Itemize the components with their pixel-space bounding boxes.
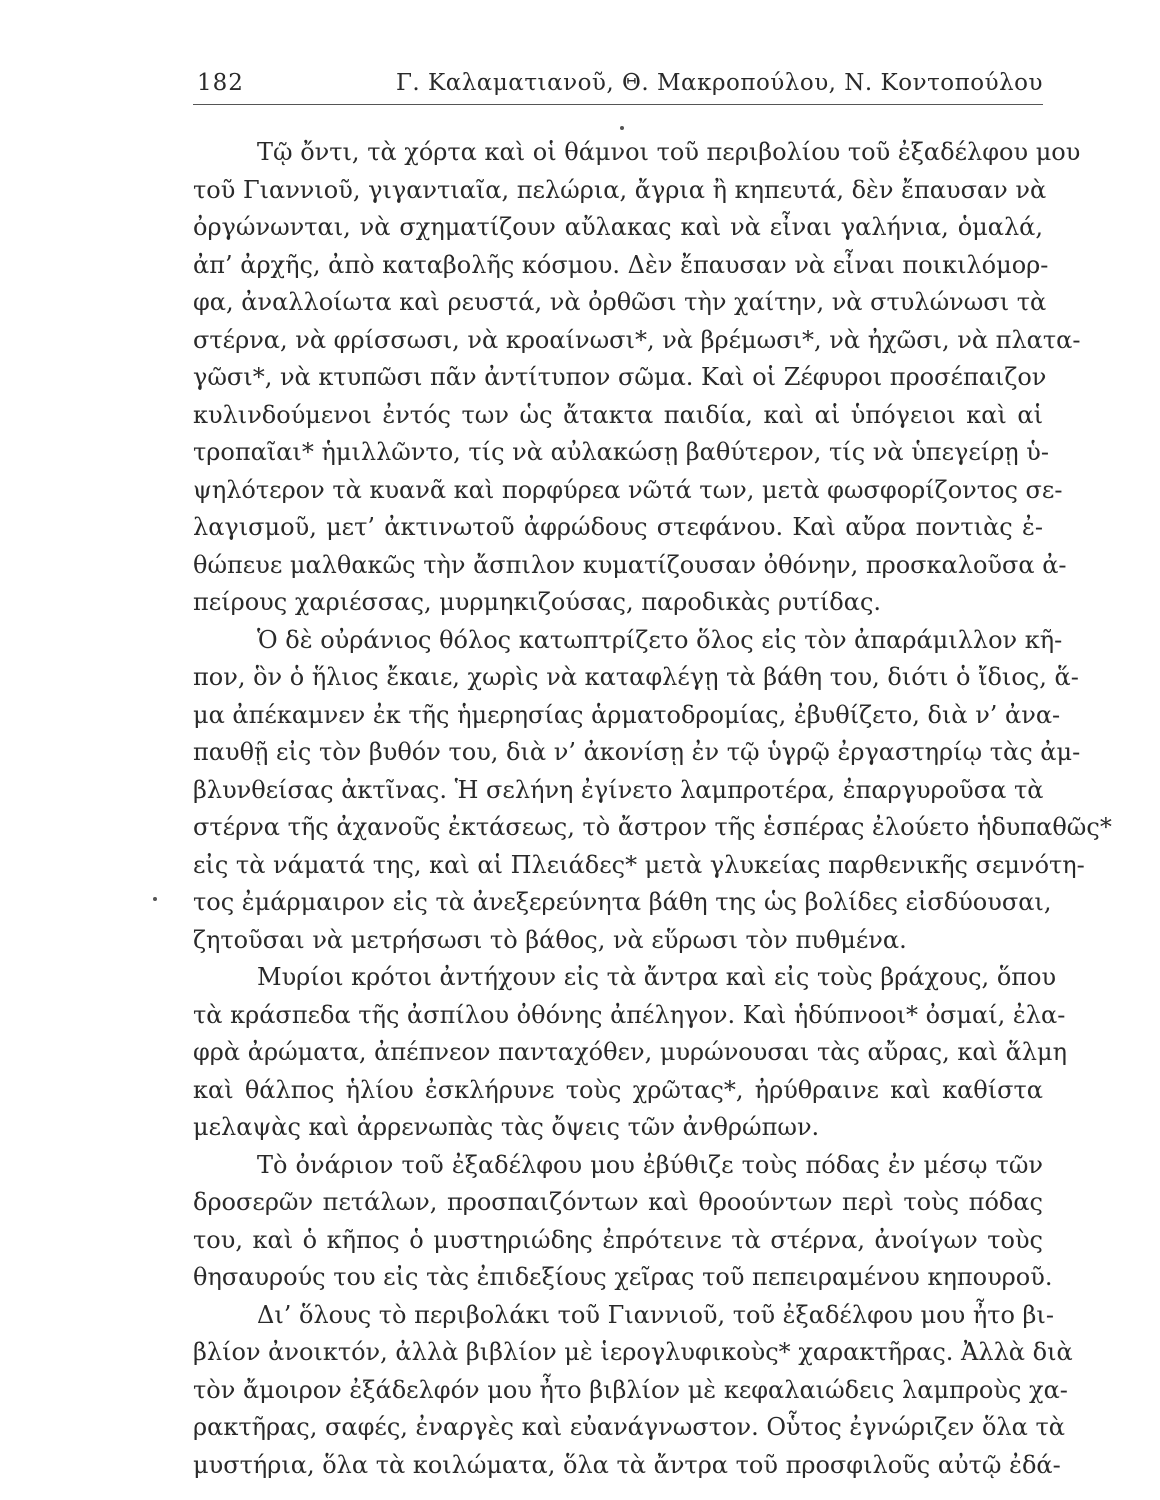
text-line: μυστήρια, ὅλα τὰ κοιλώματα, ὅλα τὰ ἄντρα τοῦ προσφιλοῦς αὐτῷ ἐδά-	[193, 1450, 1061, 1479]
text-line: τοῦ Γιαννιοῦ, γιγαντιαῖα, πελώρια, ἄγρια ἢ κηπευτά, δὲν ἔπαυσαν νὰ	[193, 175, 1047, 204]
text-line: Τὸ ὀνάριον τοῦ ἐξαδέλφου μου ἐβύθιζε τοὺς πόδας ἐν μέσῳ τῶν	[257, 1150, 1043, 1179]
text-line: τὸν ἄμοιρον ἐξάδελφόν μου ἦτο βιβλίον μὲ κεφαλαιώδεις λαμπροὺς χα-	[193, 1375, 1068, 1404]
text-line: φρὰ ἀρώματα, ἀπέπνεον πανταχόθεν, μυρώνουσαι τὰς αὔρας, καὶ ἅλμη	[193, 1038, 1067, 1066]
header-rule	[193, 104, 1043, 105]
text-line: τος ἐμάρμαιρον εἰς τὰ ἀνεξερεύνητα βάθη της ὡς βολίδες εἰσδύουσαι,	[193, 888, 1052, 916]
text-line: πείρους χαριέσσας, μυρμηκιζούσας, παροδικὰς ρυτίδας.	[193, 588, 882, 616]
page-header	[193, 70, 1043, 104]
text-line: θησαυρούς του εἰς τὰς ἐπιδεξίους χεῖρας τοῦ πεπειραμένου κηπουροῦ.	[193, 1263, 1053, 1291]
text-line: Ὁ δὲ οὐράνιος θόλος κατωπτρίζετο ὅλος εἰς τὸν ἀπαράμιλλον κῆ-	[257, 625, 1063, 654]
text-line: παυθῇ εἰς τὸν βυθόν του, διὰ ν’ ἀκονίσῃ ἐν τῷ ὑγρῷ ἐργαστηρίῳ τὰς ἀμ-	[193, 738, 1081, 766]
text-line: στέρνα τῆς ἀχανοῦς ἐκτάσεως, τὸ ἄστρον τῆς ἑσπέρας ἐλούετο ἡδυπαθῶς*	[193, 813, 1112, 841]
text-line: πον, ὃν ὁ ἥλιος ἔκαιε, χωρὶς νὰ καταφλέγῃ τὰ βάθη του, διότι ὁ ἴδιος, ἅ-	[193, 663, 1079, 691]
text-line: μα ἀπέκαμνεν ἐκ τῆς ἡμερησίας ἁρματοδρομίας, ἐβυθίζετο, διὰ ν’ ἀνα-	[193, 700, 1061, 729]
body-text	[193, 134, 1112, 1484]
text-line: τὰ κράσπεδα τῆς ἀσπίλου ὀθόνης ἀπέληγον. Καὶ ἡδύπνοοι* ὀσμαί, ἐλα-	[193, 1000, 1066, 1029]
text-line: θώπευε μαλθακῶς τὴν ἄσπιλον κυματίζουσαν ὀθόνην, προσκαλοῦσα ἀ-	[193, 550, 1067, 579]
running-head: Γ. Καλαματιανοῦ, Θ. Μακροπούλου, Ν. Κοντοπούλου	[395, 70, 1043, 96]
text-line: Τῷ ὄντι, τὰ χόρτα καὶ οἱ θάμνοι τοῦ περιβολίου τοῦ ἐξαδέλφου μου	[257, 138, 1081, 166]
text-line: κυλινδούμενοι ἐντός των ὡς ἄτακτα παιδία, καὶ αἱ ὑπόγειοι καὶ αἱ	[193, 400, 1043, 429]
text-line: βλυνθείσας ἀκτῖνας. Ἡ σελήνη ἐγίνετο λαμπροτέρα, ἐπαργυροῦσα τὰ	[193, 775, 1044, 804]
text-line: εἰς τὰ νάματά της, καὶ αἱ Πλειάδες* μετὰ γλυκείας παρθενικῆς σεμνότη-	[193, 850, 1085, 879]
text-line: Μυρίοι κρότοι ἀντήχουν εἰς τὰ ἄντρα καὶ εἰς τοὺς βράχους, ὅπου	[257, 963, 1057, 991]
ink-speck	[153, 897, 157, 901]
text-line: δροσερῶν πετάλων, προσπαιζόντων καὶ θροούντων περὶ τοὺς πόδας	[193, 1188, 1043, 1216]
page-number: 182	[197, 70, 244, 96]
text-line: λαγισμοῦ, μετ’ ἀκτινωτοῦ ἀφρώδους στεφάνου. Καὶ αὔρα ποντιὰς ἐ-	[193, 513, 1043, 541]
text-line: του, καὶ ὁ κῆπος ὁ μυστηριώδης ἐπρότεινε τὰ στέρνα, ἀνοίγων τοὺς	[193, 1225, 1043, 1254]
text-line: ὀργώνωνται, νὰ σχηματίζουν αὔλακας καὶ νὰ εἶναι γαλήνια, ὁμαλά,	[193, 213, 1043, 241]
text-line: γῶσι*, νὰ κτυπῶσι πᾶν ἀντίτυπον σῶμα. Καὶ οἱ Ζέφυροι προσέπαιζον	[193, 363, 1047, 391]
text-line: φα, ἀναλλοίωτα καὶ ρευστά, νὰ ὀρθῶσι τὴν χαίτην, νὰ στυλώνωσι τὰ	[193, 288, 1047, 316]
text-line: ψηλότερον τὰ κυανᾶ καὶ πορφύρεα νῶτά των, μετὰ φωσφορίζοντος σε-	[193, 475, 1063, 504]
text-line: στέρνα, νὰ φρίσσωσι, νὰ κροαίνωσι*, νὰ βρέμωσι*, νὰ ἠχῶσι, νὰ πλατα-	[193, 325, 1081, 354]
text-line: ζητοῦσαι νὰ μετρήσωσι τὸ βάθος, νὰ εὕρωσι τὸν πυθμένα.	[193, 925, 907, 954]
text-line: ρακτῆρας, σαφές, ἐναργὲς καὶ εὐανάγνωστον. Οὗτος ἐγνώριζεν ὅλα τὰ	[193, 1413, 1065, 1441]
text-line: μελαψὰς καὶ ἀρρενωπὰς τὰς ὄψεις τῶν ἀνθρώπων.	[193, 1113, 820, 1141]
text-line: ἀπ’ ἀρχῆς, ἀπὸ καταβολῆς κόσμου. Δὲν ἔπαυσαν νὰ εἶναι ποικιλόμορ-	[193, 250, 1049, 279]
text-line: βλίον ἀνοικτόν, ἀλλὰ βιβλίον μὲ ἱερογλυφικοὺς* χαρακτῆρας. Ἀλλὰ διὰ	[193, 1338, 1073, 1366]
text-line: Δι’ ὅλους τὸ περιβολάκι τοῦ Γιαννιοῦ, τοῦ ἐξαδέλφου μου ἦτο βι-	[257, 1300, 1054, 1329]
text-line: τροπαῖαι* ἡμιλλῶντο, τίς νὰ αὐλακώσῃ βαθύτερον, τίς νὰ ὑπεγείρῃ ὑ-	[193, 438, 1050, 466]
ink-speck	[620, 126, 624, 130]
text-line: καὶ θάλπος ἡλίου ἐσκλήρυνε τοὺς χρῶτας*, ἠρύθραινε καὶ καθίστα	[193, 1075, 1043, 1104]
